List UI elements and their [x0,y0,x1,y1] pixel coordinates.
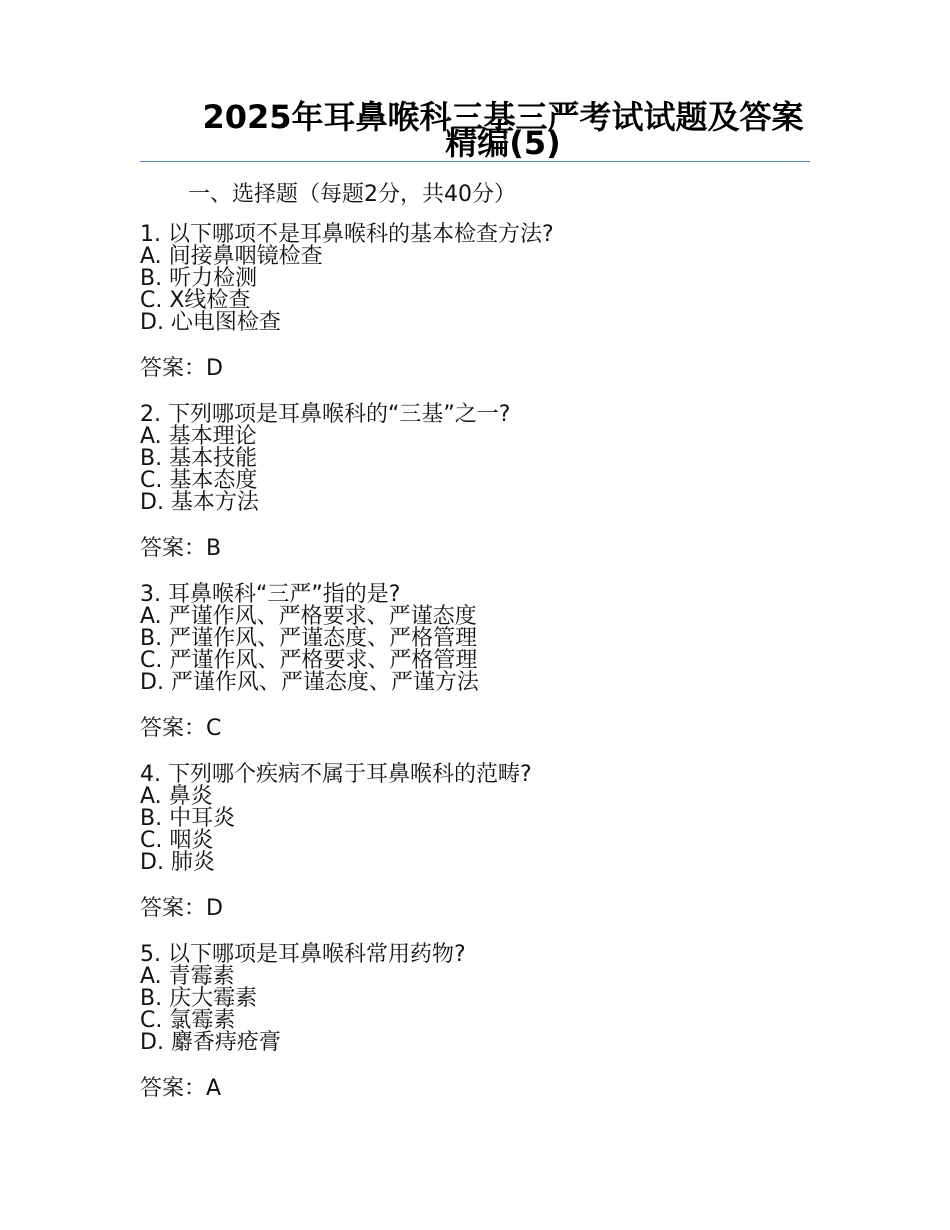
title-underline [140,161,810,162]
option-c: C. 基本态度 [140,468,258,493]
answer-text: 答案：D [140,356,223,381]
option-d: D. 严谨作风、严谨态度、严谨方法 [140,670,479,695]
question-item [140,764,810,922]
option-c: C. 严谨作风、严格要求、严格管理 [140,648,478,673]
question-text: 5. 以下哪项是耳鼻喉科常用药物? [140,942,466,967]
option-b: B. 庆大霉素 [140,986,258,1011]
document-title: 2025年耳鼻喉科三基三严考试试题及答案精编(5) [202,98,804,162]
option-d: D. 心电图检查 [140,310,281,335]
option-d: D. 麝香痔疮膏 [140,1030,281,1055]
option-d: D. 基本方法 [140,490,259,515]
question-item [140,404,810,562]
option-c: C. 咽炎 [140,828,214,853]
question-item [140,584,810,742]
question-text: 3. 耳鼻喉科“三严”指的是? [140,582,401,607]
question-text: 4. 下列哪个疾病不属于耳鼻喉科的范畴? [140,762,532,787]
option-a: A. 青霉素 [140,964,235,989]
option-a: A. 间接鼻咽镜检查 [140,244,323,269]
answer-text: 答案：B [140,536,222,561]
question-text: 1. 以下哪项不是耳鼻喉科的基本检查方法? [140,222,554,247]
option-b: B. 严谨作风、严谨态度、严格管理 [140,626,478,651]
option-c: C. 氯霉素 [140,1008,236,1033]
option-a: A. 鼻炎 [140,784,213,809]
section-heading: 一、选择题（每题2分，共40分） [188,182,516,207]
option-d: D. 肺炎 [140,850,215,875]
option-b: B. 基本技能 [140,446,258,471]
option-a: A. 基本理论 [140,424,257,449]
question-item [140,224,810,382]
answer-text: 答案：C [140,716,222,741]
question-item [140,944,810,1102]
option-b: B. 中耳炎 [140,806,236,831]
question-list [140,224,810,1124]
answer-text: 答案：D [140,896,223,921]
question-text: 2. 下列哪项是耳鼻喉科的“三基”之一? [140,402,511,427]
option-b: B. 听力检测 [140,266,258,291]
option-a: A. 严谨作风、严格要求、严谨态度 [140,604,477,629]
option-c: C. X线检查 [140,288,251,313]
answer-text: 答案：A [140,1076,222,1101]
